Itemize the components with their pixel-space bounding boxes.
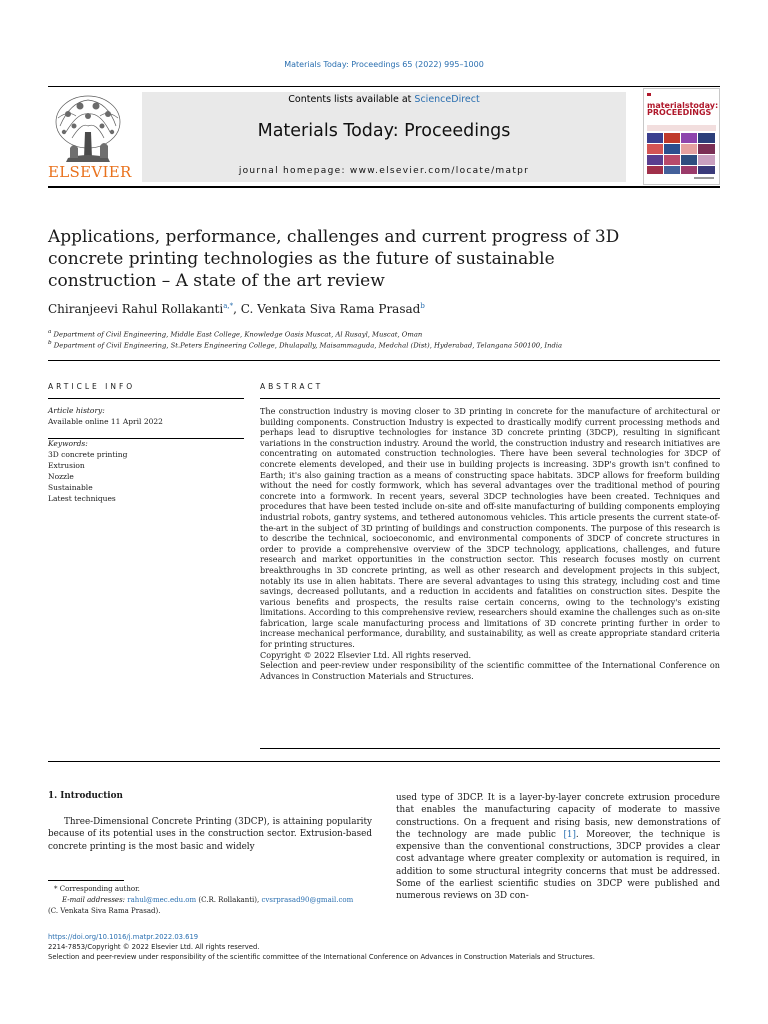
- cover-title: [647, 102, 718, 116]
- journal-reference[interactable]: Materials Today: Proceedings 65 (2022) 995–1000: [284, 60, 484, 69]
- abstract-paragraph: The construction industry is moving closer to 3D printing in concrete for the manufacture of architectural or building components. Construction Industry is expected to drastically modify current processing methods and perhaps lead to disruptive technologies for instance 3D concrete printing (3DCP), resulting in significant variations in the construction industry. Around the world, the construction industry and research initiatives are concentrating on automated construction technologies. There have been several technologies for 3DCP of concrete elements developed, and their use in building projects is increasing. 3DP's growth isn't confined to Earth; it's also gaining traction as a means of constructing space habitats. 3DCP allows for freeform building without the need for costly formwork, which has several advantages over the traditional method of pouring concrete into a formwork. In recent years, several 3DCP technologies have been created. Techniques and procedures that have been tested include on-site and off-site manufacturing of building components employing industrial robots, gantry systems, and tethered autonomous vehicles. This article presents the current state-of-the-art in the subject of 3D printing of buildings and construction components. The purpose of this research is to describe the technical, socioeconomic, and environmental components of 3DCP of concrete structures in order to provide a comprehensive overview of the 3DCP technology, applications, challenges, and future research and market opportunities in the construction sector. This research focuses mostly on current breakthroughs in 3D concrete printing, as well as other research and development projects in this subject, notably its use in alien habitats. There are several advantages to using this strategy, including cost and time savings, decreased pollutants, and a reduction in accidents and fatalities on construction sites. Despite the various benefits and prospects, the results raise certain concerns, owing to the technology's existing limitations. According to this comprehensive review, researchers should examine the challenges such as on-site fabrication, large scale manufacturing process and limitations of 3D concrete printing further in order to increase mechanical performance, durability, and sustainability, as well as create appropriate standard criteria for printing structures.: [260, 406, 720, 650]
- article-info-heading: ARTICLE INFO: [48, 382, 136, 391]
- intro-heading: 1. Introduction: [48, 791, 123, 801]
- affiliation-a-sup: a: [48, 329, 52, 335]
- intro-right-paragraph: [396, 792, 720, 903]
- author-separator: ,: [233, 302, 241, 316]
- keyword-item: Latest techniques: [48, 494, 116, 503]
- email-owner-1: (C.R. Rollakanti),: [196, 896, 262, 904]
- abstract-bottom-rule: [260, 748, 720, 749]
- journal-cover: [643, 88, 720, 185]
- article-info-block: [48, 405, 244, 504]
- author-2-sup[interactable]: b: [420, 302, 425, 310]
- affiliation-a: [48, 329, 422, 338]
- cover-brand: materialstoday:: [647, 101, 719, 110]
- intro-left-paragraph: Three-Dimensional Concrete Printing (3DCP), is attaining popularity because of its potential uses in the construction sector. Extrusion-based concrete printing is the most basic and widely: [48, 817, 372, 852]
- section-rule: [48, 761, 720, 762]
- history-label: Article history:: [48, 406, 105, 415]
- keyword-item: Sustainable: [48, 483, 93, 492]
- elsevier-wordmark: ELSEVIER: [48, 163, 132, 181]
- author-2[interactable]: C. Venkata Siva Rama Prasad: [240, 302, 421, 316]
- abstract-heading: ABSTRACT: [260, 382, 324, 391]
- author-1-sup[interactable]: a,*: [223, 302, 234, 310]
- contents-line: [142, 94, 626, 105]
- journal-title: Materials Today: Proceedings: [257, 121, 511, 141]
- journal-homepage[interactable]: journal homepage: www.elsevier.com/locate/matpr: [238, 166, 530, 176]
- intro-right-part-2: . Moreover, the technique is expensive than the conventional constructions, 3DCP provides a clear cost advantage where greater complexity or automation is required, in addition to some structural integrity concerns that must be addressed. Some of the earliest scientific studies on 3DCP were published and numerous reviews on 3D con-: [396, 829, 720, 902]
- cover-subtitle: PROCEEDINGS: [647, 108, 712, 117]
- email-link-1[interactable]: rahul@mec.edu.om: [127, 896, 197, 904]
- affiliation-rule: [48, 360, 720, 361]
- abstract-copyright: Copyright © 2022 Elsevier Ltd. All rights reserved.: [260, 649, 472, 660]
- corresponding-author-note: * Corresponding author.: [54, 885, 140, 893]
- abstract-rule: [260, 398, 720, 399]
- affiliation-b-text: Department of Civil Engineering, St.Peters Engineering College, Dhulapally, Maisammaguda, Medchal (Dist), Hyderabad, Telangana 500100, India: [53, 341, 563, 350]
- keyword-item: 3D concrete printing: [48, 450, 128, 459]
- footnote: [48, 884, 378, 917]
- article-title: Applications, performance, challenges and current progress of 3D concrete printing technologies as the future of sustainable construction – A state of the art review: [48, 227, 620, 291]
- header-bottom-rule: [48, 186, 720, 188]
- keyword-item: Nozzle: [48, 472, 74, 481]
- intro-left-column: [48, 816, 372, 853]
- abstract-review-note: Selection and peer-review under responsibility of the scientific committee of the International Conference on Advances in Construction Materials and Structures.: [260, 660, 720, 681]
- affiliation-b: [48, 340, 562, 349]
- intro-right-column: [396, 792, 720, 903]
- history-value: Available online 11 April 2022: [48, 417, 163, 426]
- footnote-rule: [48, 880, 124, 881]
- selection-line: Selection and peer-review under responsibility of the scientific committee of the International Conference on Advances in Construction Materials and Structures.: [48, 953, 595, 962]
- issn-line: 2214-7853/Copyright © 2022 Elsevier Ltd. All rights reserved.: [48, 943, 260, 952]
- email-link-2[interactable]: cvsrprasad90@gmail.com: [261, 896, 354, 904]
- affiliation-b-sup: b: [48, 340, 52, 346]
- keyword-item: Extrusion: [48, 461, 85, 470]
- author-1[interactable]: Chiranjeevi Rahul Rollakanti: [48, 302, 224, 316]
- email-owner-2: (C. Venkata Siva Rama Prasad).: [48, 907, 161, 915]
- article-info-rule: [48, 398, 244, 399]
- email-line: [48, 895, 378, 906]
- abstract-body: [260, 406, 720, 681]
- bottom-meta: [48, 932, 720, 963]
- doi-link[interactable]: https://doi.org/10.1016/j.matpr.2022.03.619: [48, 933, 199, 941]
- affiliation-a-text: Department of Civil Engineering, Middle East College, Knowledge Oasis Muscat, Al Rusayl, Muscat, Oman: [53, 330, 423, 339]
- sciencedirect-link[interactable]: ScienceDirect: [414, 94, 480, 105]
- header-top-rule: [48, 86, 720, 87]
- contents-prefix: Contents lists available at: [288, 94, 415, 105]
- intro-right-part-1: used type of 3DCP. It is a layer-by-layer concrete extrusion procedure that enables the manufacturing capacity of moderate to massive constructions. On a frequent and rising basis, new demonstrations of the technology are made public: [396, 793, 720, 840]
- article-info-divider: [48, 438, 244, 439]
- reference-link[interactable]: [1]: [563, 829, 576, 840]
- email-label: E-mail addresses:: [62, 896, 128, 904]
- author-line: [48, 302, 425, 316]
- keywords-label: Keywords:: [48, 439, 88, 448]
